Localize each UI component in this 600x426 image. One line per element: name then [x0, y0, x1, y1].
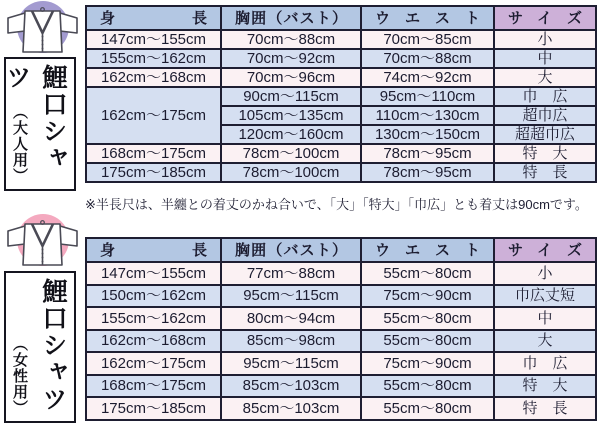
cell-waist: 55cm〜80cm [361, 262, 494, 285]
table-row [86, 87, 596, 106]
cell-chest: 78cm〜100cm [221, 144, 361, 163]
cell-height: 168cm〜175cm [86, 375, 221, 398]
cell-size: 小 [494, 30, 596, 49]
cell-waist: 55cm〜80cm [361, 397, 494, 420]
column-header-waist: ウエスト [361, 238, 494, 262]
cell-waist: 55cm〜80cm [361, 307, 494, 330]
product-label-adult [4, 57, 76, 191]
cell-size: 中 [494, 307, 596, 330]
cell-height: 155cm〜162cm [86, 307, 221, 330]
adult-size-table [85, 5, 596, 183]
cell-waist: 74cm〜92cm [361, 68, 494, 87]
table-row [86, 375, 596, 398]
cell-waist: 55cm〜80cm [361, 375, 494, 398]
cell-waist: 70cm〜85cm [361, 30, 494, 49]
cell-waist: 78cm〜95cm [361, 163, 494, 182]
table-row [86, 397, 596, 420]
cell-height: 175cm〜185cm [86, 397, 221, 420]
table-row [86, 285, 596, 308]
koikuchi-shirt-icon [2, 0, 82, 58]
table-row [86, 307, 596, 330]
cell-chest: 85cm〜98cm [221, 330, 361, 353]
table-header-row [86, 6, 596, 30]
table-row [86, 144, 596, 163]
table-row [86, 49, 596, 68]
table-row [86, 68, 596, 87]
table-row [86, 262, 596, 285]
column-header-chest: 胸囲（バスト） [221, 6, 361, 30]
cell-chest: 70cm〜96cm [221, 68, 361, 87]
cell-waist: 75cm〜90cm [361, 352, 494, 375]
cell-height: 155cm〜162cm [86, 49, 221, 68]
cell-height: 147cm〜155cm [86, 30, 221, 49]
cell-height: 162cm〜175cm [86, 87, 221, 144]
cell-height: 147cm〜155cm [86, 262, 221, 285]
cell-waist: 130cm〜150cm [361, 125, 494, 144]
cell-size: 大 [494, 330, 596, 353]
cell-height: 175cm〜185cm [86, 163, 221, 182]
product-title: 鯉口シャツ [39, 278, 67, 413]
cell-size: 特 長 [494, 397, 596, 420]
cell-height: 150cm〜162cm [86, 285, 221, 308]
cell-height: 168cm〜175cm [86, 144, 221, 163]
cell-size: 巾広丈短 [494, 285, 596, 308]
table-row [86, 163, 596, 182]
cell-chest: 80cm〜94cm [221, 307, 361, 330]
cell-size: 巾 広 [494, 352, 596, 375]
column-header-chest: 胸囲（バスト） [221, 238, 361, 262]
cell-waist: 78cm〜95cm [361, 144, 494, 163]
cell-chest: 85cm〜103cm [221, 397, 361, 420]
column-header-height: 身長 [86, 238, 221, 262]
column-header-height: 身長 [86, 6, 221, 30]
table-row [86, 352, 596, 375]
table-row [86, 330, 596, 353]
product-title: 鯉口シャツ [3, 64, 67, 172]
cell-size: 特 長 [494, 163, 596, 182]
cell-size: 中 [494, 49, 596, 68]
cell-size: 小 [494, 262, 596, 285]
cell-height: 162cm〜168cm [86, 68, 221, 87]
cell-chest: 120cm〜160cm [221, 125, 361, 144]
cell-size: 大 [494, 68, 596, 87]
product-audience: （大人用） [11, 104, 28, 184]
cell-size: 特 大 [494, 144, 596, 163]
cell-size: 超巾広 [494, 106, 596, 125]
size-footnote: ※半長尺は、半纏との着丈のかね合いで、「大」「特大」「巾広」とも着丈は90cmです。 [85, 197, 588, 212]
cell-height: 162cm〜168cm [86, 330, 221, 353]
cell-waist: 95cm〜110cm [361, 87, 494, 106]
cell-size: 超超巾広 [494, 125, 596, 144]
cell-size: 巾 広 [494, 87, 596, 106]
cell-chest: 70cm〜92cm [221, 49, 361, 68]
product-label-women [4, 271, 76, 423]
cell-chest: 78cm〜100cm [221, 163, 361, 182]
column-header-size: サイズ [494, 6, 596, 30]
cell-chest: 95cm〜115cm [221, 285, 361, 308]
cell-chest: 85cm〜103cm [221, 375, 361, 398]
cell-waist: 75cm〜90cm [361, 285, 494, 308]
cell-chest: 77cm〜88cm [221, 262, 361, 285]
cell-height: 162cm〜175cm [86, 352, 221, 375]
product-audience: （女性用） [11, 336, 28, 416]
cell-chest: 95cm〜115cm [221, 352, 361, 375]
cell-waist: 55cm〜80cm [361, 330, 494, 353]
cell-chest: 70cm〜88cm [221, 30, 361, 49]
women-size-table [85, 237, 596, 421]
cell-waist: 70cm〜88cm [361, 49, 494, 68]
koikuchi-shirt-icon [2, 213, 82, 271]
column-header-size: サイズ [494, 238, 596, 262]
column-header-waist: ウエスト [361, 6, 494, 30]
cell-chest: 105cm〜135cm [221, 106, 361, 125]
cell-waist: 110cm〜130cm [361, 106, 494, 125]
cell-size: 特 大 [494, 375, 596, 398]
table-row [86, 30, 596, 49]
table-header-row [86, 238, 596, 262]
cell-chest: 90cm〜115cm [221, 87, 361, 106]
